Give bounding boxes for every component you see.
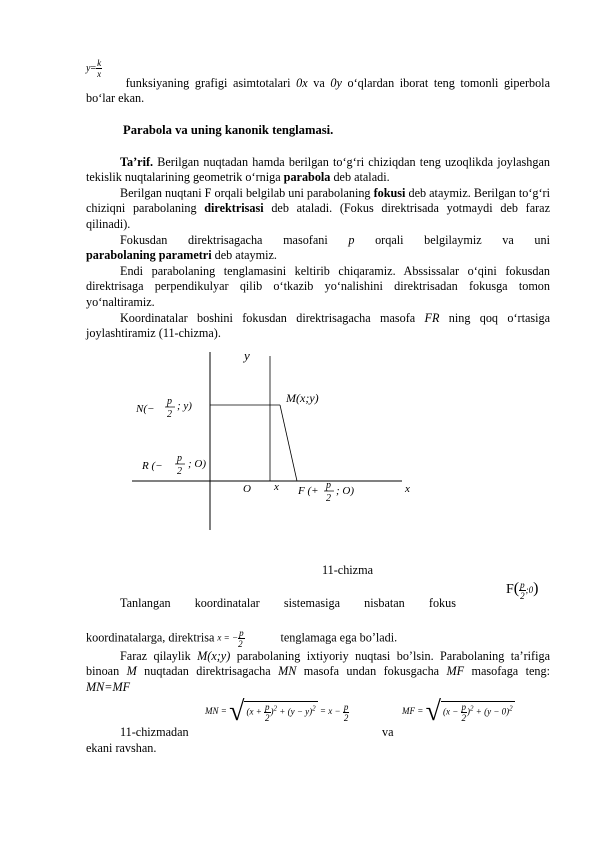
f-point-label-rest: ; O) [336,485,355,497]
mn-formula: MN = √ (x + $\frac{p}{2}$ )$^2 + (y - y)^2 = x$ − $\frac{p}{2}$ [205,696,349,727]
final-va: va [382,725,394,739]
intro-formula-lhs: y [86,62,91,74]
definition-paragraph: Ta’rif. Berilgan nuqtadan hamda berilgan to‘g‘ri chiziqdan teng uzoqlikda joylashgan tekislik nuqtalarining geometrik o‘rniga parabola deb ataladi. [86,155,550,185]
arbitrary-point-paragraph: Faraz qilaylik M(x;y) parabolaning ixtiyoriy nuqtasi bo’lsin. Parabolaning ta’rifiga binoan M nuqtadan direktrisagacha MN masofa undan fokusgacha MF masofaga teng: MN=MF [86,649,550,694]
directrix-formula: x = − $\frac{p}{2}$ [217,628,244,649]
focus-formula: F( $\frac{p}{2}$ ;0) [506,580,539,602]
focus-paragraph: Berilgan nuqtani F orqali belgilab uni parabolaning fokusi deb ataymiz. Berilgan to‘g‘ri chiziqni parabolaning direktrisasi deb ataladi. (Fokus direktrisada yotmaydi deb faraz qilinadi). [86,186,550,231]
r-frac-num: p [177,453,182,464]
intro-formula-num: k [97,58,102,68]
intro-formula-den: x [97,69,102,79]
mf-formula: MF = √ (x − $\frac{p}{2}$ )$^2 + (y - 0)^2$ [402,696,513,727]
f-point-label: F (+ [298,485,319,497]
coordinates-paragraph: Koordinatalar boshini fokusdan direktrisagacha masofa FR ning qoq o‘rtasiga joylashtiramiz (11-chizma). [86,311,550,341]
intro-paragraph: funksiyaning grafigi asimtotalari 0x va 0y o‘qlardan iborat teng tomonli giperbola bo‘lar ekan. [86,76,550,106]
n-point-label: N(− [136,403,155,415]
n-point-label-rest: ; y) [177,400,192,412]
x-axis-label: x [405,483,410,495]
r-frac-den: 2 [177,466,182,477]
x-point-label: x [274,481,279,493]
figure-caption: 11-chizma [322,563,373,577]
section-heading: Parabola va uning kanonik tenglamasi. [123,123,334,137]
r-point-label-rest: ; O) [188,458,207,470]
f-frac-den: 2 [326,493,331,504]
n-frac-den: 2 [167,409,172,420]
segment-mf [280,405,297,481]
derive-paragraph: Endi parabolaning tenglamasini keltirib chiqaramiz. Abssissalar o‘qini fokusdan direktrisaga perpendikulyar qilib o‘tkazib yo‘nalishini direktrisadan fokusga tomon yo‘naltiramiz. [86,264,550,309]
origin-label: O [243,483,251,495]
final-tail: ekani ravshan. [86,741,157,755]
n-frac-num: p [167,396,172,407]
r-point-label: R (− [142,460,163,472]
intro-formula: y= $\frac{k}{x}$ [86,58,102,79]
final-label: 11-chizmadan [120,725,189,739]
parameter-paragraph: Fokusdan direktrisagacha masofani p orqali belgilaymiz va uni parabolaning parametri deb ataymiz. [86,233,550,263]
system-paragraph-line2: koordinatalarga, direktrisa x = − $\frac{p}{2}$ tenglamaga ega bo’ladi. [86,628,398,649]
system-paragraph-line1: Tanlangan koordinatalar sistemasiga nisbatan fokus [120,596,456,610]
figure-11 [120,340,430,535]
y-axis-label: y [244,348,250,363]
f-frac-num: p [326,480,331,491]
m-point-label: M(x;y) [286,391,319,405]
